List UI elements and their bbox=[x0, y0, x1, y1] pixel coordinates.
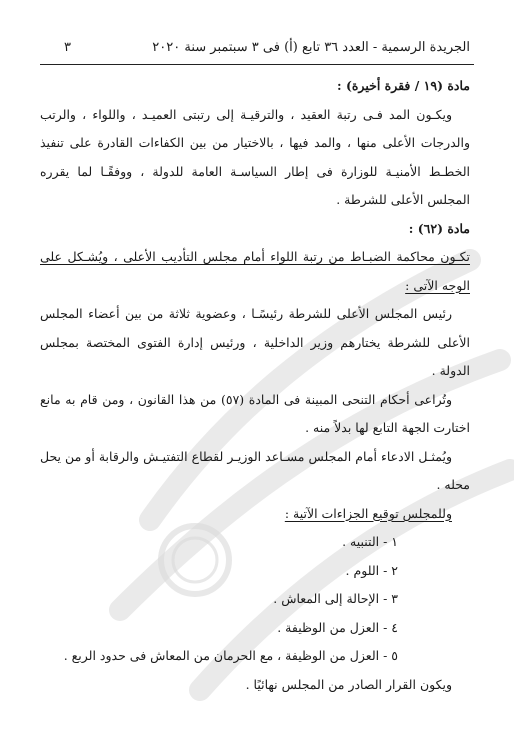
list-item: ٥ - العزل من الوظيفة ، مع الحرمان من المعاش فى حدود الربع . bbox=[63, 648, 398, 663]
article-62-intro: تكـون محاكمة الضبـاط من رتبة اللواء أمام مجلس التأديب الأعلى ، ويُشـكل على الوجه الآتى : bbox=[40, 249, 470, 293]
list-item: ١ - التنبيه . bbox=[342, 534, 398, 549]
page-number: ٣ bbox=[64, 40, 71, 55]
article-62-heading: مادة (٦٢) : bbox=[408, 220, 470, 236]
article-62-recusal: وتُراعى أحكام التنحى المبينة فى المادة (٥٧) من هذا القانون ، ومن قام به مانع اختارت الجهة التابع لها بدلاً منه . bbox=[40, 391, 470, 435]
document-body bbox=[40, 72, 470, 699]
article-19-text: ويكـون المد فـى رتبة العقيد ، والترقيـة إلى رتبتى العميـد ، واللواء ، والرتب والدرجات الأعلى منها ، والمد فيها ، بالاختيار من بين الكفاءات القادرة على تنفيذ الخطـط الأمنيـة للوزارة فى إطار السياسـة العامة للدولة ، ووفقًـا لما يقرره المجلس الأعلى للشرطة . bbox=[40, 106, 470, 207]
article-62-composition: رئيس المجلس الأعلى للشرطة رئيسًـا ، وعضوية ثلاثة من بين أعضاء المجلس الأعلى للشرطة يختارهم وزير الداخلية ، ورئيس إدارة الفتوى المختصة بمجلس الدولة . bbox=[40, 306, 470, 378]
page-header bbox=[64, 38, 470, 62]
article-62-final: ويكون القرار الصادر من المجلس نهائيًا . bbox=[245, 676, 452, 692]
article-62-prosecution: ويُمثـل الادعاء أمام المجلس مسـاعد الوزيـر لقطاع التفتيـش والرقابة أو من يحل محله . bbox=[40, 448, 470, 492]
penalties-list bbox=[40, 528, 470, 671]
header-divider bbox=[40, 64, 474, 65]
list-item: ٤ - العزل من الوظيفة . bbox=[277, 619, 398, 635]
article-62-penalties-intro: وللمجلس توقيع الجزاءات الآتية : bbox=[284, 505, 452, 521]
list-item: ٢ - اللوم . bbox=[345, 562, 398, 578]
list-item: ٣ - الإحالة إلى المعاش . bbox=[273, 591, 398, 606]
article-19-heading: مادة (١٩ / فقرة أخيرة) : bbox=[337, 78, 470, 93]
gazette-title: الجريدة الرسمية - العدد ٣٦ تابع (أ) فى ٣ سبتمبر سنة ٢٠٢٠ bbox=[152, 40, 470, 55]
